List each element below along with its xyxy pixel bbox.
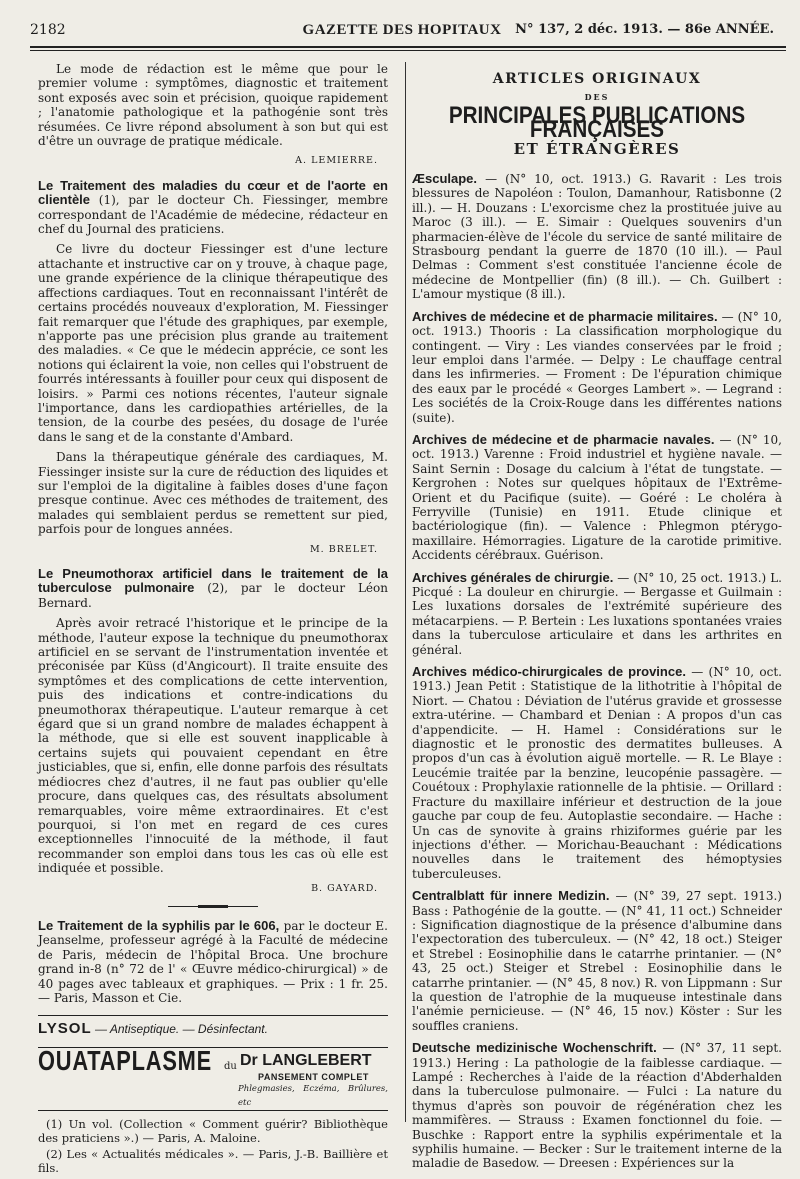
ad-divider (38, 1015, 388, 1016)
signature-gayard: B. GAYARD. (311, 882, 378, 894)
lysol-tagline: — Antiseptique. — Désinfectant. (94, 1022, 268, 1037)
footnote: (1) Un vol. (Collection « Comment guérir? Bibliothèque des praticiens ».) — Paris, A. Maloine. (38, 1116, 388, 1145)
footnotes (38, 1117, 388, 1175)
review-syphilis (38, 919, 388, 1005)
ouataplasme-indications: Phlegmasies, Eczéma, Brûlures, etc (238, 1083, 388, 1109)
publication-entry (412, 172, 782, 302)
review-paragraph: Dans la thérapeutique générale des cardiaques, M. Fiessinger insiste sur la cure de réduction des liquides et sur l'emploi de la digitaline à faibles doses d'une façon presque continue. Avec ces méthodes de traitement, des malades qui semblaient perdus se remettent sur pied, parfois pour de longues années. (38, 450, 388, 537)
section-heading-publications: PRINCIPALES PUBLICATIONS FRANÇAISES (448, 101, 746, 144)
publication-entry (412, 310, 782, 425)
column-separator (405, 62, 406, 1122)
publication-contents: — (N° 10, oct. 1913.) Thooris : La classification morphologique du contingent. — Viry : Les viandes conservées par le froid ; leur emploi dans l'armée. — Delpy : Le chauffage central dans les infirmeries. — Froment : De l'épuration chimique des eaux par le procédé « Georges Lambert ». — Legrand : Les sociétés de la Croix-Rouge dans les différentes nations (suite). (412, 309, 782, 425)
lysol-ad (38, 1022, 388, 1036)
review-title: Le Traitement de la syphilis par le 606, (38, 917, 280, 933)
review-byline: par le docteur Léon Bernard. (38, 581, 388, 610)
publication-entry (412, 665, 782, 881)
header-rule-thick (30, 46, 786, 48)
publication-title: Deutsche medizinische Wochenschrift. (412, 1040, 657, 1056)
page-number: 2182 (30, 22, 66, 38)
publication-contents: — (N° 10, 25 oct. 1913.) L. Picqué : La douleur en chirurgie. — Bergasse et Guilmain : Les luxations dorsales de l'extrémité supérieure des métacarpiens. — P. Bertein : Les luxations spontanées vraies dans la tuberculose articulaire et dans les arthrites en général. (412, 570, 782, 657)
ouataplasme-maker: Dr LANGLEBERT (240, 1051, 372, 1069)
header-rule-thin (30, 50, 786, 51)
publication-entry (412, 571, 782, 657)
running-header (30, 16, 774, 42)
issue-info: N° 137, 2 déc. 1913. — 86e ANNÉE. (515, 22, 774, 37)
journal-title: GAZETTE DES HOPITAUX (302, 22, 502, 38)
signature-brelet: M. BRELET. (309, 543, 378, 555)
left-column (38, 62, 388, 1177)
section-heading-des: DES (584, 92, 610, 103)
intro-paragraph: Le mode de rédaction est le même que pour le premier volume : symptômes, diagnostic et traitement sont exposés avec soin et précision, quoique rapidement ; l'anatomie pathologique et la pathogénie sont très résumées. Ce livre répond absolument à son but qui est d'être un ouvrage de pratique médicale. (38, 62, 388, 149)
publication-contents: — (N° 39, 27 sept. 1913.) Bass : Pathogénie de la goutte. — (N° 41, 11 oct.) Schneider : Signification diagnostique de la présence d'albumine dans l'expectoration des tuberculeux. — (N° 42, 18 oct.) Steiger et Strebel : Eosinophilie dans le catarrhe printanier. — (N° 43, 25 oct.) Steiger et Strebel : Eosinophilie dans le catarrhe printanier. — (N° 45, 8 nov.) R. von Lippmann : Sur la question de l'atrophie de la muqueuse intestinale dans l'anémie pernicieuse. — (N° 46, 15 nov.) Köster : Sur les souffles craniens. (412, 889, 782, 1033)
ouataplasme-du: du (224, 1060, 237, 1072)
footnote: (2) Les « Actualités médicales ». — Paris, J.-B. Baillière et fils. (38, 1146, 388, 1175)
publication-title: Archives générales de chirurgie. (412, 569, 614, 585)
section-divider (168, 906, 258, 907)
publication-contents: — (N° 10, oct. 1913.) G. Ravarit : Les trois blessures de Napoléon : Toulon, Damanhour, Ratisbonne (2 ill.). — H. Douzans : L'exorcisme chez la prostituée juive au Maroc (3 ill.). — E. Simair : Quelques souvenirs d'un pharmacien-élève de l'école du service de santé militaire de Strasbourg pendant la guerre de 1870 (10 ill.). — Paul Delmas : Comment s'est constituée l'ancienne école de médecine de Montpellier (fin) (8 ill.). — Ch. Guilbert : L'amour mystique (8 ill.). (412, 172, 782, 302)
section-heading-articles: ARTICLES ORIGINAUX (492, 71, 702, 87)
publication-title: Centralblatt für innere Medizin. (412, 888, 610, 904)
publication-entry (412, 1041, 782, 1171)
section-heading-etrangeres: ET ÉTRANGÈRES (513, 139, 681, 158)
footnote-ref: (2), (207, 581, 229, 596)
publication-title: Archives de médecine et de pharmacie navales. (412, 431, 715, 447)
publication-title: Æsculape. (412, 171, 478, 187)
review-byline: par le docteur Ch. Fiessinger, membre correspondant de l'Académie de médecine, rédacteur en chef du Journal des praticiens. (38, 193, 388, 237)
right-column (412, 62, 782, 1179)
review-heart-disease (38, 179, 388, 237)
publication-entry (412, 433, 782, 563)
ouataplasme-sub: PANSEMENT COMPLET (258, 1071, 369, 1082)
footnote-ref: (1), (98, 193, 120, 208)
ouataplasme-name: OUATAPLASME (38, 1044, 213, 1076)
review-text: par le docteur E. Jeanselme, professeur agrégé à la Faculté de médecine de Paris, médecin de l'hôpital Broca. Une brochure grand in-8 (n° 72 de l' « Œuvre médico-chirurgical) » de 40 pages avec tableaux et graphiques. — Prix : 1 fr. 25. — Paris, Masson et Cie. (38, 918, 388, 1005)
ouataplasme-ad (38, 1044, 388, 1109)
publication-entry (412, 889, 782, 1033)
publication-title: Archives de médecine et de pharmacie militaires. (412, 308, 718, 324)
publication-contents: — (N° 10, oct. 1913.) Jean Petit : Statistique de la lithotritie à l'hôpital de Niort. — Chatou : Déviation de l'utérus gravide et grossesse extra-utérine. — Chambard et Denian : A propos d'un cas d'appendicite. — H. Hamel : Considérations sur le diagnostic et le pronostic des dermatites bulleuses. A propos d'un cas à évolution aiguë mortelle. — R. Le Blaye : Leucémie traitée par la benzine, leucopénie passagère. — Couétoux : Prophylaxie rationnelle de la phtisie. — Orillard : Fracture du maxillaire inférieur et destruction de la joue gauche par coup de feu. Autoplastie secondaire. — Hache : Un cas de synovite à grains rhiziformes guérie par les injections d'éther. — Morichau-Beauchant : Médications nouvelles dans le traitement des hémoptysies tuberculeuses. (412, 665, 782, 881)
publication-contents: — (N° 10, oct. 1913.) Varenne : Froid industriel et hygiène navale. — Saint Sernin : Dosage du calcium à l'état de tungstate. — Kergrohen : Notes sur quelques hôpitaux de l'Extrême-Orient et du Pacifique (suite). — Goéré : Le choléra à Ferryville (Tunisie) en 1911. Etude clinique et bactériologique (fin). — Valence : Phlegmon ptérygo-maxillaire. Hémorragies. Ligature de la carotide primitive. Accidents cérébraux. Guérison. (412, 432, 782, 563)
review-paragraph: Ce livre du docteur Fiessinger est d'une lecture attachante et instructive car on y trouve, à chaque page, une grande expérience de la clinique thérapeutique des affections cardiaques. Tout en reconnaissant l'intérêt de certains procédés nouveaux d'exploration, M. Fiessinger fait remarquer que l'étude des graphiques, par exemple, n'apporte pas une précision plus grande au traitement des maladies. « Ce que le médecin apprécie, ce sont les notions qui éclairent la voie, non celles qui l'obstruent de fourrés intéressants à fouiller pour ceux qui disposent de loisirs. » Parmi ces notions récentes, l'auteur signale l'importance, dans les cardiopathies artérielles, de la tension, de la courbe des pesées, du dosage de l'urée dans le sang et de la constante d'Ambard. (38, 242, 388, 444)
publication-contents: — (N° 37, 11 sept. 1913.) Hering : La pathologie de la faiblesse cardiaque. — Lampé : Recherches à l'aide de la réaction d'Abderhalden dans la tuberculose pulmonaire. — Fulci : La nature du thymus d'après son pouvoir de régénération chez les mammifères. — Strauss : Examen fonctionnel du foie. — Buschke : Rapport entre la syphilis expérimentale et la syphilis humaine. — Becker : Sur le traitement interne de la maladie de Basedow. — Dreesen : Expériences sur la (412, 1041, 782, 1171)
lysol-name: LYSOL (38, 1020, 92, 1038)
review-paragraph: Après avoir retracé l'historique et le principe de la méthode, l'auteur expose la technique du pneumothorax artificiel en se servant de l'instrumentation inventée et préconisée par Küss (d'Angicourt). Il traite ensuite des symptômes et des complications de cette intervention, puis des indications et contre-indications du pneumothorax thérapeutique. L'auteur remarque à cet égard que si un grand nombre de malades échappent à la méthode, que si elle est souvent inapplicable à certains sujets qui pouvaient cependant en être justiciables, que si, enfin, elle donne parfois des résultats médiocres chez d'autres, il ne faut pas oublier qu'elle procure, dans quelques cas, des résultats absolument remarquables, voire même extraordinaires. Et c'est pourquoi, si l'on met en regard de ces cures exceptionnelles l'innocuité de la méthode, il faut recommander son emploi dans tous les cas où elle est indiquée et possible. (38, 616, 388, 876)
review-title: Le Pneumothorax artificiel dans le traitement de la tuberculose pulmonaire (38, 566, 388, 596)
signature-lemierre: A. LEMIERRE. (295, 155, 378, 167)
review-pneumothorax (38, 567, 388, 610)
publication-title: Archives médico-chirurgicales de province. (412, 664, 686, 680)
review-title: Le Traitement des maladies du cœur et de l'aorte en clientèle (38, 177, 388, 208)
